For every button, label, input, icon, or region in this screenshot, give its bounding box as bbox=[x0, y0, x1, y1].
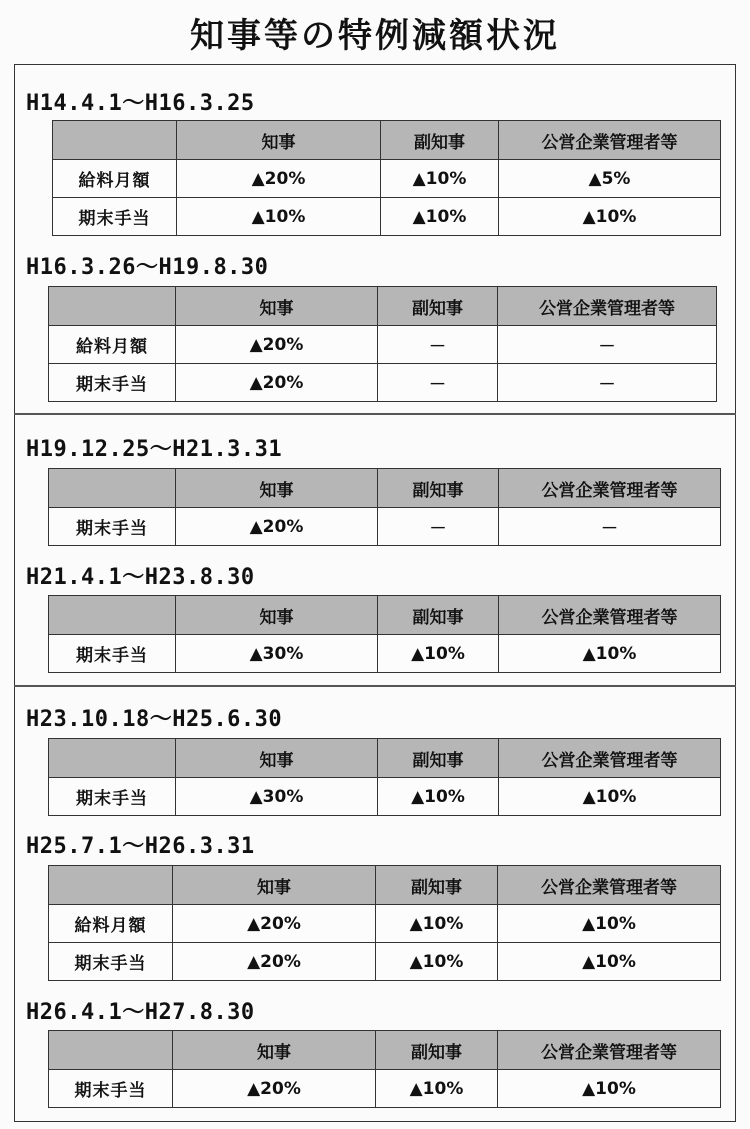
table-header-row bbox=[49, 469, 721, 508]
table-header-row bbox=[49, 739, 721, 778]
row-label: 期末手当 bbox=[49, 635, 176, 673]
header-governor: 知事 bbox=[176, 739, 378, 778]
table-row bbox=[49, 943, 721, 981]
row-label: 期末手当 bbox=[49, 943, 173, 981]
table-header-row bbox=[49, 1031, 721, 1070]
value-governor: ▲20% bbox=[176, 326, 378, 364]
value-enterprise-managers: ▲10% bbox=[498, 943, 721, 981]
value-governor: ▲20% bbox=[173, 905, 376, 943]
header-enterprise-managers: 公営企業管理者等 bbox=[499, 739, 721, 778]
value-vice-governor: － bbox=[378, 508, 499, 546]
table-row bbox=[49, 905, 721, 943]
header-governor: 知事 bbox=[173, 866, 376, 905]
header-enterprise-managers: 公営企業管理者等 bbox=[498, 287, 717, 326]
period-label: H26.4.1～H27.8.30 bbox=[26, 1000, 255, 1025]
value-vice-governor: ▲10% bbox=[376, 905, 498, 943]
value-enterprise-managers: － bbox=[498, 326, 717, 364]
period-label: H14.4.1～H16.3.25 bbox=[26, 91, 255, 116]
table-row bbox=[49, 364, 717, 402]
row-label: 期末手当 bbox=[49, 1070, 173, 1108]
reduction-table bbox=[48, 595, 721, 673]
value-governor: ▲20% bbox=[173, 1070, 376, 1108]
value-vice-governor: ▲10% bbox=[376, 1070, 498, 1108]
row-label: 期末手当 bbox=[49, 508, 176, 546]
value-vice-governor: ▲10% bbox=[378, 635, 499, 673]
value-governor: ▲20% bbox=[177, 160, 381, 198]
value-governor: ▲30% bbox=[176, 778, 378, 816]
value-enterprise-managers: － bbox=[498, 364, 717, 402]
value-vice-governor: ▲10% bbox=[381, 198, 499, 236]
table-header-row bbox=[53, 121, 721, 160]
value-governor: ▲20% bbox=[176, 508, 378, 546]
header-governor: 知事 bbox=[177, 121, 381, 160]
reduction-table bbox=[48, 738, 721, 816]
header-corner bbox=[49, 1031, 173, 1070]
value-vice-governor: ▲10% bbox=[378, 778, 499, 816]
header-enterprise-managers: 公営企業管理者等 bbox=[499, 596, 721, 635]
row-label: 期末手当 bbox=[53, 198, 177, 236]
section-divider bbox=[14, 685, 736, 687]
header-vice-governor: 副知事 bbox=[378, 739, 499, 778]
value-vice-governor: － bbox=[378, 364, 498, 402]
header-vice-governor: 副知事 bbox=[376, 866, 498, 905]
table-row bbox=[49, 778, 721, 816]
value-enterprise-managers: － bbox=[499, 508, 721, 546]
header-corner bbox=[49, 287, 176, 326]
value-vice-governor: ▲10% bbox=[381, 160, 499, 198]
value-enterprise-managers: ▲10% bbox=[499, 778, 721, 816]
reduction-table bbox=[48, 1030, 721, 1108]
row-label: 期末手当 bbox=[49, 778, 176, 816]
header-vice-governor: 副知事 bbox=[378, 596, 499, 635]
period-label: H23.10.18～H25.6.30 bbox=[26, 707, 283, 732]
table-header-row bbox=[49, 287, 717, 326]
table-header-row bbox=[49, 596, 721, 635]
header-corner bbox=[53, 121, 177, 160]
reduction-table bbox=[48, 468, 721, 546]
table-row bbox=[49, 326, 717, 364]
header-corner bbox=[49, 596, 176, 635]
table-row bbox=[49, 1070, 721, 1108]
header-vice-governor: 副知事 bbox=[378, 469, 499, 508]
table-header-row bbox=[49, 866, 721, 905]
header-vice-governor: 副知事 bbox=[381, 121, 499, 160]
reduction-table bbox=[52, 120, 721, 236]
header-corner bbox=[49, 739, 176, 778]
period-label: H16.3.26～H19.8.30 bbox=[26, 255, 269, 280]
reduction-table bbox=[48, 286, 717, 402]
row-label: 給料月額 bbox=[49, 326, 176, 364]
value-governor: ▲20% bbox=[173, 943, 376, 981]
value-enterprise-managers: ▲10% bbox=[498, 905, 721, 943]
table-row bbox=[53, 160, 721, 198]
reduction-table bbox=[48, 865, 721, 981]
value-vice-governor: ▲10% bbox=[376, 943, 498, 981]
period-label: H19.12.25～H21.3.31 bbox=[26, 437, 283, 462]
value-governor: ▲20% bbox=[176, 364, 378, 402]
header-enterprise-managers: 公営企業管理者等 bbox=[498, 866, 721, 905]
table-row bbox=[49, 635, 721, 673]
header-governor: 知事 bbox=[176, 596, 378, 635]
section-divider bbox=[14, 413, 736, 415]
table-row bbox=[49, 508, 721, 546]
value-enterprise-managers: ▲10% bbox=[499, 635, 721, 673]
value-governor: ▲30% bbox=[176, 635, 378, 673]
header-vice-governor: 副知事 bbox=[378, 287, 498, 326]
page-title: 知事等の特例減額状況 bbox=[190, 16, 560, 56]
header-enterprise-managers: 公営企業管理者等 bbox=[499, 469, 721, 508]
value-enterprise-managers: ▲10% bbox=[499, 198, 721, 236]
table-row bbox=[53, 198, 721, 236]
header-governor: 知事 bbox=[176, 469, 378, 508]
row-label: 給料月額 bbox=[53, 160, 177, 198]
value-vice-governor: － bbox=[378, 326, 498, 364]
header-corner bbox=[49, 469, 176, 508]
value-governor: ▲10% bbox=[177, 198, 381, 236]
header-vice-governor: 副知事 bbox=[376, 1031, 498, 1070]
header-corner bbox=[49, 866, 173, 905]
header-enterprise-managers: 公営企業管理者等 bbox=[498, 1031, 721, 1070]
header-enterprise-managers: 公営企業管理者等 bbox=[499, 121, 721, 160]
period-label: H21.4.1～H23.8.30 bbox=[26, 565, 255, 590]
value-enterprise-managers: ▲5% bbox=[499, 160, 721, 198]
header-governor: 知事 bbox=[173, 1031, 376, 1070]
period-label: H25.7.1～H26.3.31 bbox=[26, 834, 255, 859]
row-label: 給料月額 bbox=[49, 905, 173, 943]
row-label: 期末手当 bbox=[49, 364, 176, 402]
header-governor: 知事 bbox=[176, 287, 378, 326]
value-enterprise-managers: ▲10% bbox=[498, 1070, 721, 1108]
